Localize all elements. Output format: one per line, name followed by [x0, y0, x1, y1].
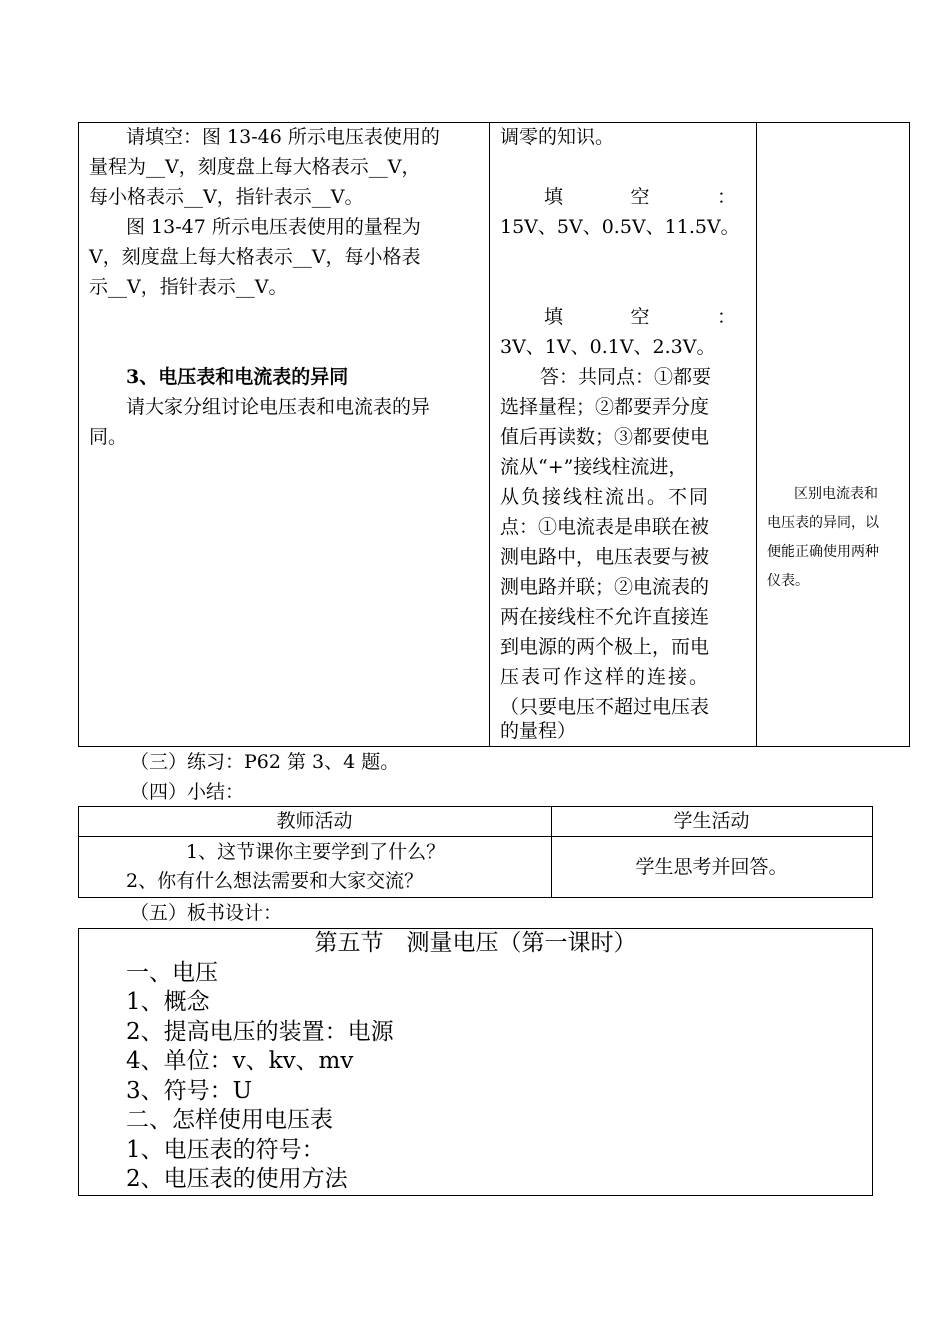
goal-line: 便能正确使用两种: [767, 544, 879, 560]
answer-line: 测电路并联；②电流表的: [500, 576, 710, 598]
section-heading: 3、电压表和电流表的异同: [126, 366, 349, 388]
answer-line: 点：①电流表是串联在被: [500, 516, 710, 538]
fill-char: ：: [716, 186, 736, 208]
board-line: 2、提高电压的装置：电源: [126, 1019, 394, 1045]
fill-char: 空: [630, 186, 650, 208]
answer-line: 两在接线柱不允许直接连: [500, 606, 710, 628]
board-line: 2、电压表的使用方法: [126, 1166, 348, 1192]
fill-question-line: 每小格表示__V，指针表示__V。: [89, 186, 364, 208]
board-line: 二、怎样使用电压表: [126, 1107, 333, 1133]
teacher-header: 教师活动: [276, 810, 353, 832]
answer-line: 值后再读数；③都要使电: [500, 426, 710, 448]
answer-line: 到电源的两个极上，而电: [500, 636, 710, 658]
board-line: 一、电压: [126, 960, 218, 986]
fill-label-row: [544, 182, 736, 212]
goal-line: 区别电流表和: [794, 486, 878, 502]
fill-answer: 15V、5V、0.5V、11.5V。: [500, 216, 740, 238]
board-design-title: （五）板书设计：: [130, 902, 283, 924]
board-line: 4、单位：v、kv、mv: [126, 1048, 354, 1074]
answer-line: 从负接线柱流出。不同: [500, 486, 711, 508]
fill-char: 填: [544, 306, 564, 328]
board-line: 1、电压表的符号：: [126, 1137, 325, 1163]
board-line: 3、符号：U: [126, 1078, 253, 1104]
board-line: 1、概念: [126, 989, 210, 1015]
answer-line: 测电路中，电压表要与被: [500, 546, 710, 568]
fill-char: 空: [630, 306, 650, 328]
discuss-line: 同。: [89, 426, 128, 448]
fill-label-row: [544, 302, 736, 332]
teacher-line: 1、这节课你主要学到了什么？: [186, 841, 446, 863]
answer-line: 选择量程；②都要弄分度: [500, 396, 710, 418]
fill-char: 填: [544, 186, 564, 208]
fill-question-line: 量程为__V，刻度盘上每大格表示__V，: [89, 156, 421, 178]
goal-line: 电压表的异同，以: [767, 515, 879, 531]
student-answer: 学生思考并回答。: [635, 856, 788, 878]
practice-line: （三）练习：P62 第 3、4 题。: [130, 751, 400, 773]
answer-line: （只要电压不超过电压表: [500, 696, 710, 718]
fill-question-line: V，刻度盘上每大格表示__V，每小格表: [89, 246, 421, 268]
summary-title: （四）小结：: [130, 781, 245, 803]
goal-line: 仪表。: [767, 573, 809, 589]
fill-answer: 3V、1V、0.1V、2.3V。: [500, 336, 716, 358]
student-header: 学生活动: [673, 810, 750, 832]
fill-char: ：: [716, 306, 736, 328]
answer-line: 压表可作这样的连接。: [500, 666, 711, 688]
teacher-line: 2、你有什么想法需要和大家交流？: [126, 870, 424, 892]
answer-line: 的量程）: [500, 720, 577, 742]
board-heading: 第五节 测量电压（第一课时）: [314, 930, 637, 956]
answer-line: 答：共同点：①都要: [540, 366, 712, 388]
answer-line: 流从“+”接线柱流进，: [500, 456, 688, 478]
fill-question-line: 示__V，指针表示__V。: [89, 276, 288, 298]
fill-question-line: 图 13-47 所示电压表使用的量程为: [126, 216, 421, 238]
answer-line: 调零的知识。: [500, 126, 615, 148]
discuss-line: 请大家分组讨论电压表和电流表的异: [126, 396, 431, 418]
fill-question-line: 请填空：图 13-46 所示电压表使用的: [126, 126, 440, 148]
